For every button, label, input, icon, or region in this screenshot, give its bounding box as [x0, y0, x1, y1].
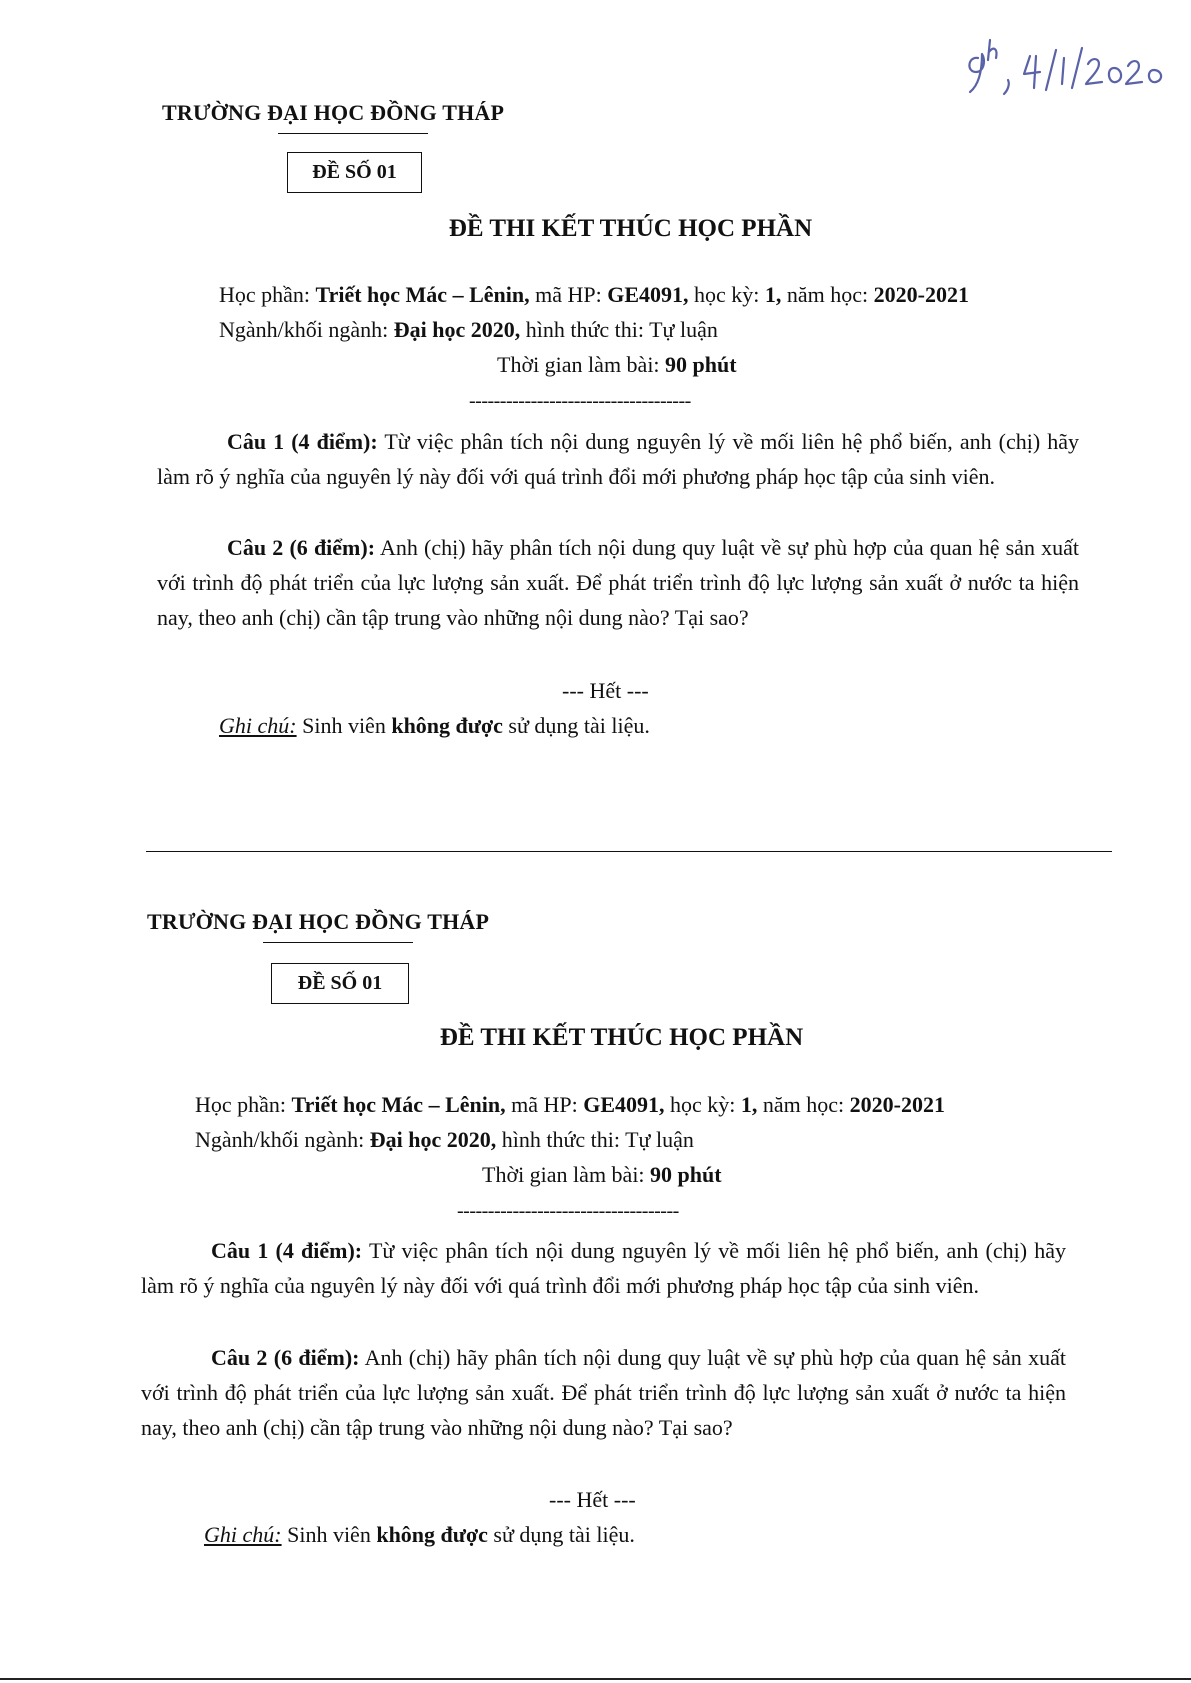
semester: 1, [764, 282, 782, 307]
question-2-text: Anh (chị) hãy phân tích nội dung quy luật về sự phù hợp của quan hệ sản xuất với trình độ phát triển của lực lượng sản xuất. Để phát triển trình độ lực lượng sản xuất ở nước ta hiện nay, theo anh (chị) cần tập trung vào những nội dung nào? Tại sao? [157, 535, 1080, 630]
exam-title: ĐỀ THI KẾT THÚC HỌC PHẦN [439, 1024, 804, 1051]
question-1-text: Từ việc phân tích nội dung nguyên lý về mối liên hệ phổ biến, anh (chị) hãy làm rõ ý nghĩa của nguyên lý này đối với quá trình đổi mới phương pháp học tập của sinh viên. [141, 1238, 1067, 1298]
school-underline [263, 942, 413, 943]
note-line: Ghi chú: Sinh viên không được sử dụng tài liệu. [204, 1522, 635, 1547]
question-1-label: Câu 1 (4 điểm): [227, 429, 378, 454]
note-label: Ghi chú: [219, 713, 297, 738]
note-line: Ghi chú: Sinh viên không được sử dụng tài liệu. [219, 713, 650, 738]
course-name: Triết học Mác – Lênin, [291, 1092, 506, 1117]
question-1-text: Từ việc phân tích nội dung nguyên lý về mối liên hệ phổ biến, anh (chị) hãy làm rõ ý nghĩa của nguyên lý này đối với quá trình đổi mới phương pháp học tập của sinh viên. [157, 429, 1079, 489]
exam-duration: 90 phút [650, 1162, 722, 1187]
exam-code-box [271, 963, 409, 1004]
handwritten-note [960, 28, 1175, 103]
question-2-label: Câu 2 (6 điểm): [211, 1345, 360, 1370]
question-1 [141, 1233, 1066, 1303]
exam-duration: 90 phút [665, 352, 737, 377]
school-name: TRƯỜNG ĐẠI HỌC ĐỒNG THÁP [162, 100, 505, 125]
section-divider [146, 851, 1112, 852]
course-name: Triết học Mác – Lênin, [315, 282, 530, 307]
question-2 [157, 530, 1079, 635]
time-info-line: Thời gian làm bài: 90 phút [482, 1162, 722, 1187]
note-label: Ghi chú: [204, 1522, 282, 1547]
major: Đại học 2020, [369, 1127, 497, 1152]
course-info-line: Học phần: Triết học Mác – Lênin, mã HP: GE4091, học kỳ: 1, năm học: 2020-2021 [195, 1092, 945, 1117]
school-year: 2020-2021 [873, 282, 969, 307]
end-mark: --- Hết --- [562, 678, 649, 703]
exam-title: ĐỀ THI KẾT THÚC HỌC PHẦN [448, 215, 813, 242]
note-emphasis: không được [376, 1522, 488, 1547]
course-code: GE4091, [583, 1092, 665, 1117]
separator-dashes: ------------------------------------ [457, 1200, 679, 1222]
exam-code: ĐỀ SỐ 01 [312, 161, 397, 183]
exam-code-box [287, 152, 422, 193]
question-2 [141, 1340, 1066, 1445]
note-emphasis: không được [391, 713, 503, 738]
course-info-line: Học phần: Triết học Mác – Lênin, mã HP: GE4091, học kỳ: 1, năm học: 2020-2021 [219, 282, 969, 307]
major-info-line: Ngành/khối ngành: Đại học 2020, hình thức thi: Tự luận [219, 317, 718, 342]
scan-edge-line [0, 1678, 1191, 1680]
separator-dashes: ------------------------------------ [469, 390, 691, 412]
semester: 1, [740, 1092, 758, 1117]
school-name: TRƯỜNG ĐẠI HỌC ĐỒNG THÁP [147, 909, 490, 934]
school-year: 2020-2021 [849, 1092, 945, 1117]
exam-code: ĐỀ SỐ 01 [297, 972, 383, 994]
major: Đại học 2020, [393, 317, 521, 342]
question-2-label: Câu 2 (6 điểm): [227, 535, 376, 560]
course-code: GE4091, [607, 282, 689, 307]
time-info-line: Thời gian làm bài: 90 phút [497, 352, 737, 377]
end-mark: --- Hết --- [549, 1487, 636, 1512]
major-info-line: Ngành/khối ngành: Đại học 2020, hình thức thi: Tự luận [195, 1127, 694, 1152]
question-1 [157, 424, 1079, 494]
question-2-text: Anh (chị) hãy phân tích nội dung quy luật về sự phù hợp của quan hệ sản xuất với trình độ phát triển của lực lượng sản xuất. Để phát triển trình độ lực lượng sản xuất ở nước ta hiện nay, theo anh (chị) cần tập trung vào những nội dung nào? Tại sao? [141, 1345, 1066, 1440]
school-underline [278, 133, 428, 134]
question-1-label: Câu 1 (4 điểm): [211, 1238, 363, 1263]
